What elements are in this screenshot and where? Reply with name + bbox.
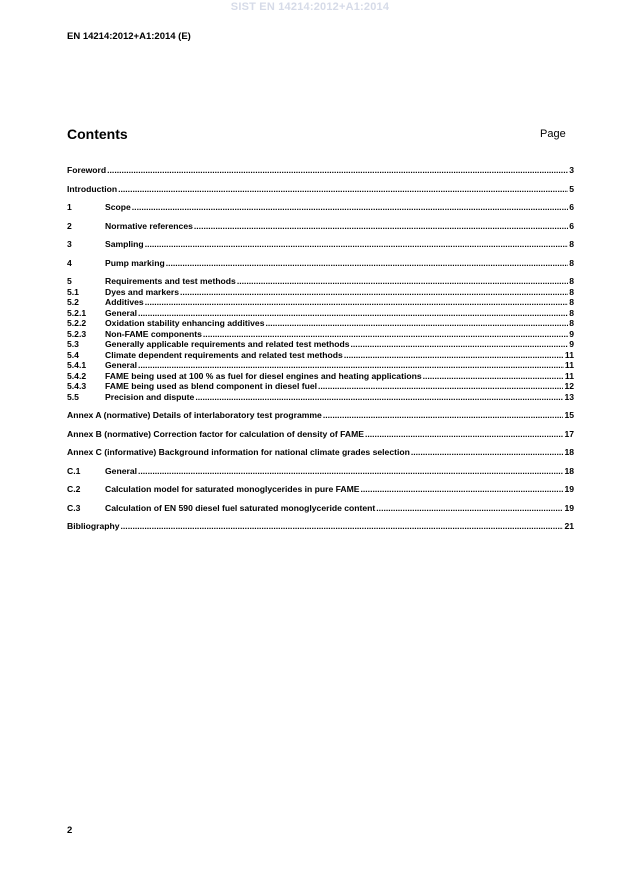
toc-entry-title: General: [105, 307, 138, 318]
toc-entry[interactable]: [67, 165, 574, 176]
toc-entry[interactable]: [67, 381, 574, 392]
toc-entry-number: 3: [67, 239, 72, 249]
toc-entry-title: FAME being used at 100 % as fuel for diesel engines and heating applications: [105, 370, 422, 381]
toc-entry[interactable]: [67, 371, 574, 382]
toc-entry-page: 8: [569, 239, 574, 249]
toc-entry-title: Pump marking: [105, 257, 165, 268]
contents-title: Contents: [67, 126, 128, 142]
dot-leader: [145, 239, 569, 250]
dot-leader: [121, 521, 564, 532]
toc-entry-title: Introduction: [67, 183, 118, 194]
toc-entry[interactable]: [67, 239, 574, 250]
dot-leader: [195, 392, 563, 403]
toc-entry[interactable]: [67, 484, 574, 495]
toc-entry-title: Calculation model for saturated monoglycerides in pure FAME: [105, 484, 360, 494]
dot-leader: [361, 484, 564, 495]
toc-entry-page: 11: [564, 349, 574, 360]
toc-entry-number: 5.4.2: [67, 370, 87, 381]
toc-entry-page: 19: [564, 502, 574, 513]
toc-entry-number: 5.2.3: [67, 328, 87, 339]
toc-entry[interactable]: [67, 202, 574, 213]
toc-entry-title: Scope: [105, 202, 131, 212]
toc-entry[interactable]: [67, 392, 574, 403]
toc-entry-title: Sampling: [105, 239, 144, 249]
toc-entry-page: 18: [564, 465, 574, 476]
toc-entry-title: FAME being used as blend component in diesel fuel: [105, 381, 318, 391]
dot-leader: [138, 308, 568, 319]
toc-entry-title: Additives: [105, 297, 144, 307]
dot-leader: [180, 287, 568, 298]
toc-entry[interactable]: [67, 276, 574, 287]
toc-entry-title: Oxidation stability enhancing additives: [105, 318, 265, 328]
toc-entry-number: 5.2: [67, 297, 79, 307]
toc-entry-page: 8: [569, 307, 574, 318]
toc-entry-page: 6: [569, 220, 574, 231]
toc-entry[interactable]: [67, 466, 574, 477]
toc-entry-page: 15: [564, 410, 574, 420]
dot-leader: [203, 329, 568, 340]
toc-entry-title: Calculation of EN 590 diesel fuel saturated monoglyceride content: [105, 502, 376, 513]
toc-entry-title: Climate dependent requirements and related test methods: [105, 349, 343, 360]
dot-leader: [138, 360, 564, 371]
page-number: 2: [67, 825, 73, 836]
dot-leader: [118, 184, 568, 195]
toc-entry-page: 8: [569, 318, 574, 328]
toc-entry-page: 12: [564, 381, 574, 391]
toc-entry-number: 5.4: [67, 349, 79, 360]
toc-entry-title: Normative references: [105, 220, 193, 231]
toc-entry[interactable]: [67, 503, 574, 514]
toc-entry-title: Foreword: [67, 165, 107, 175]
toc-entry[interactable]: [67, 410, 574, 421]
toc-entry[interactable]: [67, 258, 574, 269]
toc-entry-page: 8: [569, 286, 574, 297]
table-of-contents: [67, 165, 574, 532]
toc-entry-number: 5.3: [67, 339, 79, 349]
toc-entry-number: 4: [67, 257, 72, 268]
toc-entry-number: 5.1: [67, 286, 79, 297]
toc-entry-page: 6: [569, 202, 574, 212]
dot-leader: [132, 202, 568, 213]
toc-entry[interactable]: [67, 297, 574, 308]
toc-entry-page: 11: [564, 360, 574, 370]
toc-entry-title: General: [105, 465, 138, 476]
toc-entry-number: 5: [67, 276, 72, 286]
toc-entry-number: 5.2.1: [67, 307, 87, 318]
dot-leader: [423, 371, 564, 382]
toc-entry[interactable]: [67, 339, 574, 350]
toc-entry[interactable]: [67, 308, 574, 319]
dot-leader: [145, 297, 569, 308]
toc-entry-title: Annex B (normative) Correction factor for calculation of density of FAME: [67, 428, 364, 439]
toc-entry-number: 5.5: [67, 391, 79, 402]
dot-leader: [411, 447, 564, 458]
toc-entry-title: Requirements and test methods: [105, 276, 236, 286]
toc-entry-title: Non-FAME components: [105, 328, 202, 339]
toc-entry-title: General: [105, 360, 138, 370]
toc-entry-title: Generally applicable requirements and related test methods: [105, 339, 350, 349]
toc-entry-number: 1: [67, 202, 72, 212]
dot-leader: [365, 429, 563, 440]
toc-entry-title: Annex A (normative) Details of interlaboratory test programme: [67, 410, 322, 420]
dot-leader: [344, 350, 564, 361]
toc-entry-page: 5: [569, 183, 574, 194]
toc-entry-number: 5.4.3: [67, 381, 87, 391]
toc-entry-page: 8: [569, 257, 574, 268]
dot-leader: [323, 410, 564, 421]
watermark: SIST EN 14214:2012+A1:2014: [230, 1, 390, 13]
toc-entry-page: 9: [569, 339, 574, 349]
toc-entry-number: C.3: [67, 502, 81, 513]
toc-entry-number: C.1: [67, 465, 81, 476]
toc-entry-title: Annex C (informative) Background information for national climate grades selection: [67, 447, 410, 457]
toc-entry-page: 8: [569, 297, 574, 307]
toc-entry[interactable]: [67, 184, 574, 195]
toc-entry-page: 19: [564, 484, 574, 494]
toc-entry[interactable]: [67, 318, 574, 329]
toc-entry[interactable]: [67, 221, 574, 232]
dot-leader: [318, 381, 563, 392]
document-id: EN 14214:2012+A1:2014 (E): [67, 31, 191, 42]
dot-leader: [266, 318, 569, 329]
toc-entry-number: C.2: [67, 484, 81, 494]
dot-leader: [376, 503, 563, 514]
toc-entry[interactable]: [67, 329, 574, 340]
dot-leader: [107, 165, 568, 176]
toc-entry-number: 2: [67, 220, 72, 231]
toc-entry-title: Bibliography: [67, 521, 120, 531]
toc-entry-number: 5.2.2: [67, 318, 87, 328]
toc-entry-page: 21: [564, 521, 574, 531]
toc-entry[interactable]: [67, 521, 574, 532]
toc-entry-page: 18: [564, 447, 574, 457]
toc-entry[interactable]: [67, 350, 574, 361]
toc-entry-title: Dyes and markers: [105, 286, 180, 297]
dot-leader: [194, 221, 568, 232]
toc-entry-page: 8: [569, 276, 574, 286]
toc-entry[interactable]: [67, 360, 574, 371]
dot-leader: [237, 276, 568, 287]
toc-entry-number: 5.4.1: [67, 360, 87, 370]
toc-entry-page: 13: [564, 391, 574, 402]
toc-entry-page: 3: [569, 165, 574, 175]
toc-entry[interactable]: [67, 447, 574, 458]
toc-entry-page: 17: [564, 428, 574, 439]
dot-leader: [351, 339, 569, 350]
dot-leader: [138, 466, 563, 477]
page-column-label: Page: [540, 128, 566, 140]
toc-entry-page: 11: [564, 370, 574, 381]
toc-entry-page: 9: [569, 328, 574, 339]
toc-entry[interactable]: [67, 287, 574, 298]
dot-leader: [166, 258, 569, 269]
toc-entry[interactable]: [67, 429, 574, 440]
toc-entry-title: Precision and dispute: [105, 391, 195, 402]
